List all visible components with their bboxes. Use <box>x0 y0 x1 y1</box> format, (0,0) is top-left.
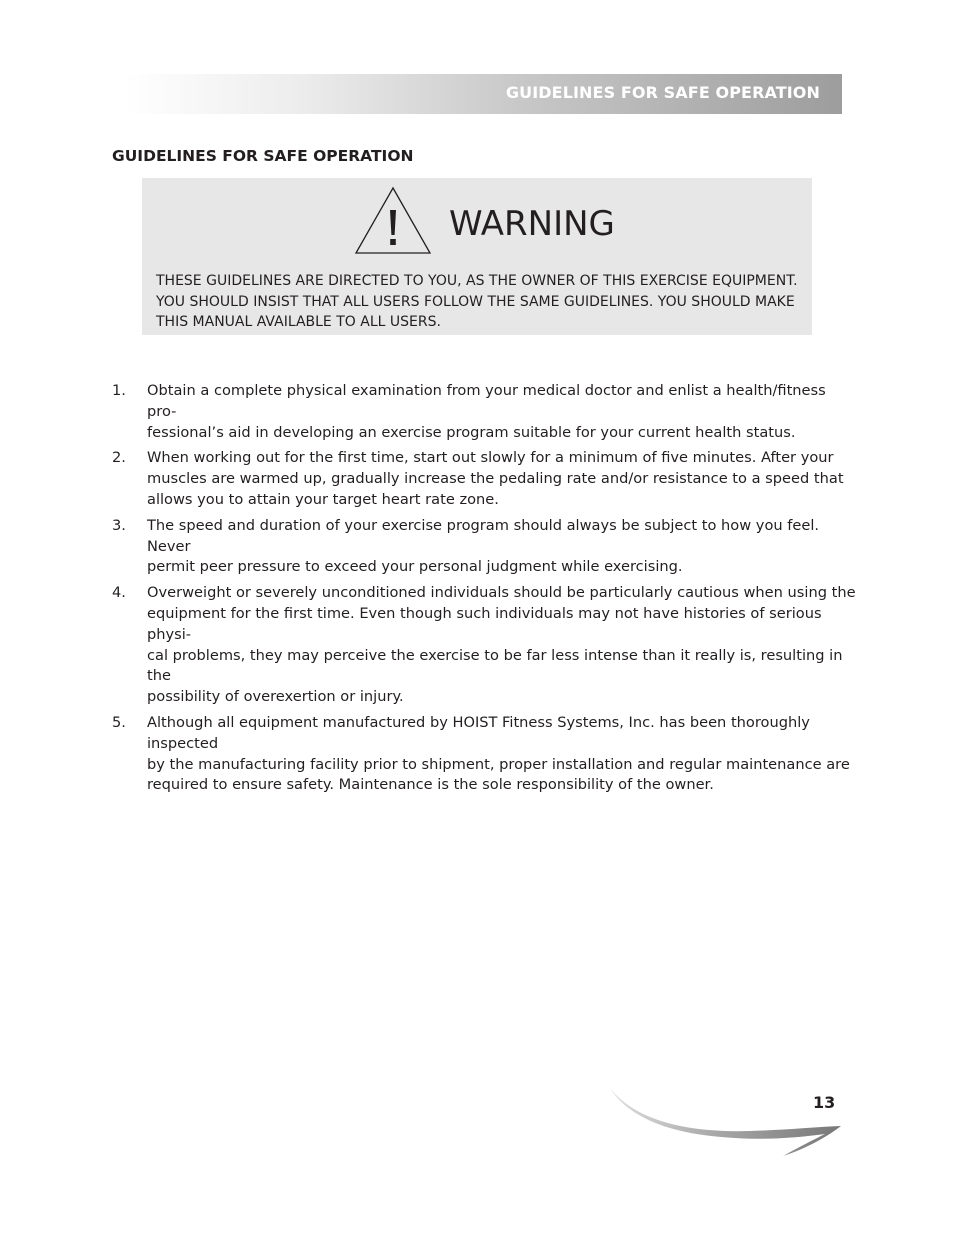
item-line: The speed and duration of your exercise program should always be subject to how you feel. Never <box>147 516 820 555</box>
item-number: 3. <box>112 516 126 534</box>
item-line: muscles are warmed up, gradually increase the pedaling rate and/or resistance to a speed that <box>147 470 844 488</box>
item-line: equipment for the first time. Even though such individuals may not have histories of serious physi- <box>147 604 822 643</box>
item-line: cal problems, they may perceive the exercise to be far less intense than it really is, resulting in the <box>147 646 843 685</box>
header-band <box>125 74 842 114</box>
item-line: Obtain a complete physical examination from your medical doctor and enlist a health/fitness pro- <box>147 382 826 420</box>
section-heading: GUIDELINES FOR SAFE OPERATION <box>112 147 414 165</box>
list-item <box>112 583 857 708</box>
swoosh-logo <box>605 1085 845 1160</box>
warning-title: WARNING <box>449 204 615 244</box>
list-item <box>112 713 857 796</box>
warning-text <box>156 271 806 333</box>
item-line: permit peer pressure to exceed your personal judgment while exercising. <box>147 558 683 576</box>
item-line: allows you to attain your target heart rate zone. <box>147 490 499 508</box>
item-line: by the manufacturing facility prior to shipment, proper installation and regular maintenance are <box>147 755 850 773</box>
item-number: 2. <box>112 449 126 467</box>
exclamation-triangle-icon <box>353 185 433 255</box>
item-number: 5. <box>112 713 126 731</box>
item-line: possibility of overexertion or injury. <box>147 688 404 706</box>
warning-box <box>142 178 812 335</box>
list-item <box>112 516 857 578</box>
item-line: When working out for the first time, start out slowly for a minimum of five minutes. After your <box>147 449 834 467</box>
item-line: Overweight or severely unconditioned individuals should be particularly cautious when using the <box>147 584 856 602</box>
guidelines-list <box>112 381 857 801</box>
page-number: 13 <box>813 1093 836 1112</box>
warning-line: THESE GUIDELINES ARE DIRECTED TO YOU, AS THE OWNER OF THIS EXERCISE EQUIPMENT. <box>156 273 798 289</box>
list-item <box>112 448 857 510</box>
item-number: 1. <box>112 382 126 399</box>
warning-line: THIS MANUAL AVAILABLE TO ALL USERS. <box>156 314 441 330</box>
item-number: 4. <box>112 584 126 602</box>
item-line: Although all equipment manufactured by HOIST Fitness Systems, Inc. has been thoroughly inspected <box>147 713 810 752</box>
header-title: GUIDELINES FOR SAFE OPERATION <box>505 83 820 102</box>
list-item <box>112 381 857 443</box>
item-line: fessional’s aid in developing an exercise program suitable for your current health status. <box>147 423 796 441</box>
warning-line: YOU SHOULD INSIST THAT ALL USERS FOLLOW THE SAME GUIDELINES. YOU SHOULD MAKE <box>156 293 795 310</box>
item-line: required to ensure safety. Maintenance is the sole responsibility of the owner. <box>147 776 714 794</box>
